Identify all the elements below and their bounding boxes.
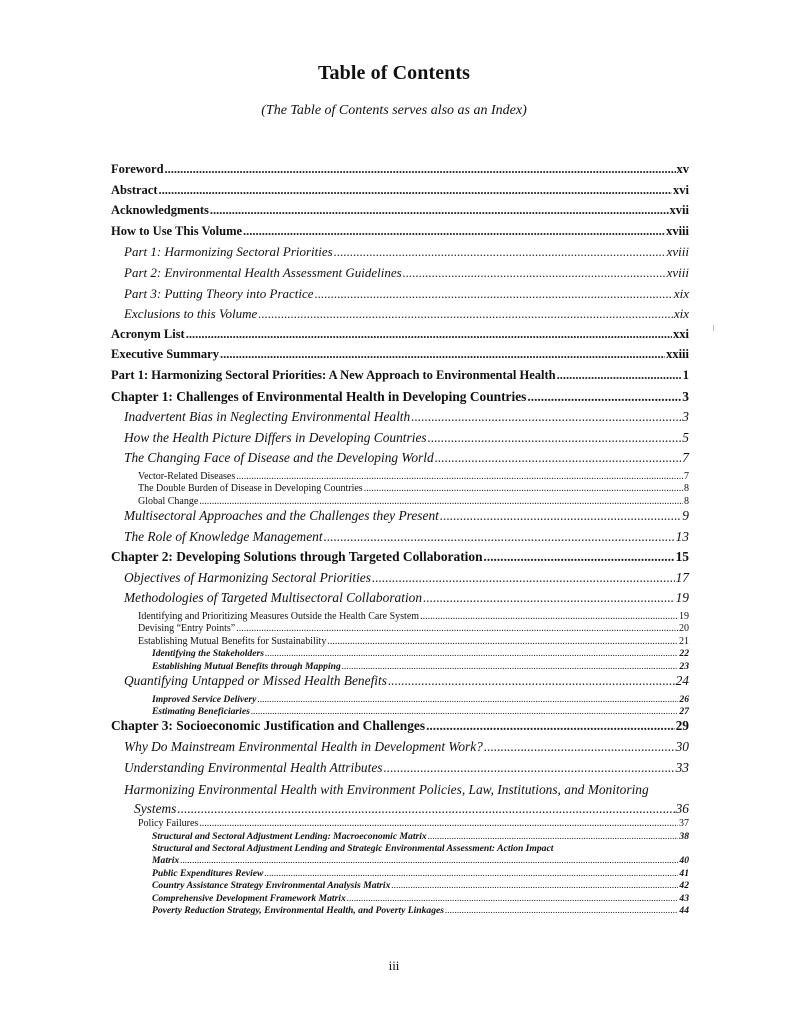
toc-entry-subsubsection[interactable]: Poverty Reduction Strategy, Environmental Health, and Poverty Linkages ..... 44 (111, 905, 689, 917)
margin-mark (713, 325, 714, 331)
toc-entry-line1: Harmonizing Environmental Health with Environment Policies, Law, Institutions, and Monitoring (124, 782, 649, 798)
toc-entry-subsection[interactable]: Identifying and Prioritizing Measures Outside the Health Care System ..... 19 (111, 611, 689, 623)
toc-entry-subsubsection[interactable]: Improved Service Delivery ..... 26 (111, 694, 689, 706)
toc-entry-line2: Systems (134, 801, 177, 817)
toc-entry-subsubsection[interactable]: Structural and Sectoral Adjustment Lending: Macroeconomic Matrix ..... 38 (111, 831, 689, 843)
toc-entry-line1: Structural and Sectoral Adjustment Lending and Strategic Environmental Assessment: Action Impact (152, 842, 554, 854)
toc-entry-subsubsection-multiline[interactable]: Structural and Sectoral Adjustment Lending and Strategic Environmental Assessment: Action Impact Matrix ..... 40 (111, 843, 689, 868)
toc-entry-ch1-section[interactable]: How the Health Picture Differs in Developing Countries ..... 5 (111, 430, 689, 451)
toc-entry-ch1-section[interactable]: The Changing Face of Disease and the Developing World ..... 7 (111, 450, 689, 471)
toc-entry-line2: Matrix (152, 855, 180, 867)
toc-entry-subsubsection[interactable]: Comprehensive Development Framework Matrix ..... 43 (111, 893, 689, 905)
toc-entry-subsubsection[interactable]: Estimating Beneficiaries ..... 27 (111, 706, 689, 718)
toc-entry-ch3-section[interactable]: Understanding Environmental Health Attributes ..... 33 (111, 760, 689, 781)
toc-entry-chapter2[interactable]: Chapter 2: Developing Solutions through Targeted Collaboration ..... 15 (111, 549, 689, 570)
toc-entry-ch3-section-multiline[interactable]: Harmonizing Environmental Health with Environment Policies, Law, Institutions, and Monitoring Systems ..... 36 (111, 780, 689, 818)
toc-entry-ch2-section[interactable]: Objectives of Harmonizing Sectoral Priorities ..... 17 (111, 570, 689, 591)
toc-entry-ch1-section[interactable]: Multisectoral Approaches and the Challenges they Present ..... 9 (111, 508, 689, 529)
toc-entry-ch2-section[interactable]: Quantifying Untapped or Missed Health Benefits ..... 24 (111, 673, 689, 694)
toc-entry-ch1-section[interactable]: The Role of Knowledge Management ..... 13 (111, 529, 689, 550)
toc-entry-part2-use[interactable]: Part 2: Environmental Health Assessment Guidelines ..... xviii (111, 265, 689, 286)
toc-entry-ch3-section[interactable]: Why Do Mainstream Environmental Health in Development Work? ..... 30 (111, 739, 689, 760)
toc-entry-chapter1[interactable]: Chapter 1: Challenges of Environmental Health in Developing Countries ..... 3 (111, 389, 689, 410)
toc-entry-subsection[interactable]: Devising “Entry Points” ..... 20 (111, 623, 689, 635)
toc-entry-subsubsection[interactable]: Establishing Mutual Benefits through Mapping ..... 23 (111, 661, 689, 673)
toc-entry-foreword[interactable]: Foreword ..... xv (111, 162, 689, 183)
toc-entry-exclusions[interactable]: Exclusions to this Volume ..... xix (111, 306, 689, 327)
page-subtitle: (The Table of Contents serves also as an Index) (261, 103, 527, 118)
page-title: Table of Contents (317, 62, 471, 84)
page-number: iii (388, 958, 400, 973)
toc-entry-part3-use[interactable]: Part 3: Putting Theory into Practice ..... xix (111, 286, 689, 307)
toc-entry-subsection[interactable]: Establishing Mutual Benefits for Sustainability ..... 21 (111, 636, 689, 648)
toc-entry-subsubsection[interactable]: Public Expenditures Review ..... 41 (111, 868, 689, 880)
toc-entry-part1-use[interactable]: Part 1: Harmonizing Sectoral Priorities ..... xviii (111, 244, 689, 265)
toc-entry-chapter3[interactable]: Chapter 3: Socioeconomic Justification and Challenges ..... 29 (111, 718, 689, 739)
toc-entry-abstract[interactable]: Abstract ..... xvi (111, 183, 689, 204)
toc-entry-subsection[interactable]: Vector-Related Diseases ..... 7 (111, 471, 689, 483)
toc-entry-ch1-section[interactable]: Inadvertent Bias in Neglecting Environmental Health ..... 3 (111, 409, 689, 430)
toc-entry-how-to-use[interactable]: How to Use This Volume ..... xviii (111, 224, 689, 245)
toc-entry-subsubsection[interactable]: Country Assistance Strategy Environmental Analysis Matrix ..... 42 (111, 880, 689, 892)
toc-entry-subsubsection[interactable]: Identifying the Stakeholders ..... 22 (111, 648, 689, 660)
toc-entry-ch2-section[interactable]: Methodologies of Targeted Multisectoral Collaboration ..... 19 (111, 590, 689, 611)
toc-entry-subsection[interactable]: Global Change ..... 8 (111, 496, 689, 508)
toc-entry-subsection[interactable]: Policy Failures ..... 37 (111, 818, 689, 830)
toc-entry-subsection[interactable]: The Double Burden of Disease in Developing Countries ..... 8 (111, 483, 689, 495)
toc-entry-executive-summary[interactable]: Executive Summary ..... xxiii (111, 347, 689, 368)
table-of-contents (111, 162, 689, 917)
toc-entry-acronym-list[interactable]: Acronym List ..... xxi (111, 327, 689, 348)
toc-entry-acknowledgments[interactable]: Acknowledgments ..... xvii (111, 203, 689, 224)
toc-entry-part1[interactable]: Part 1: Harmonizing Sectoral Priorities: A New Approach to Environmental Health ..... 1 (111, 368, 689, 389)
